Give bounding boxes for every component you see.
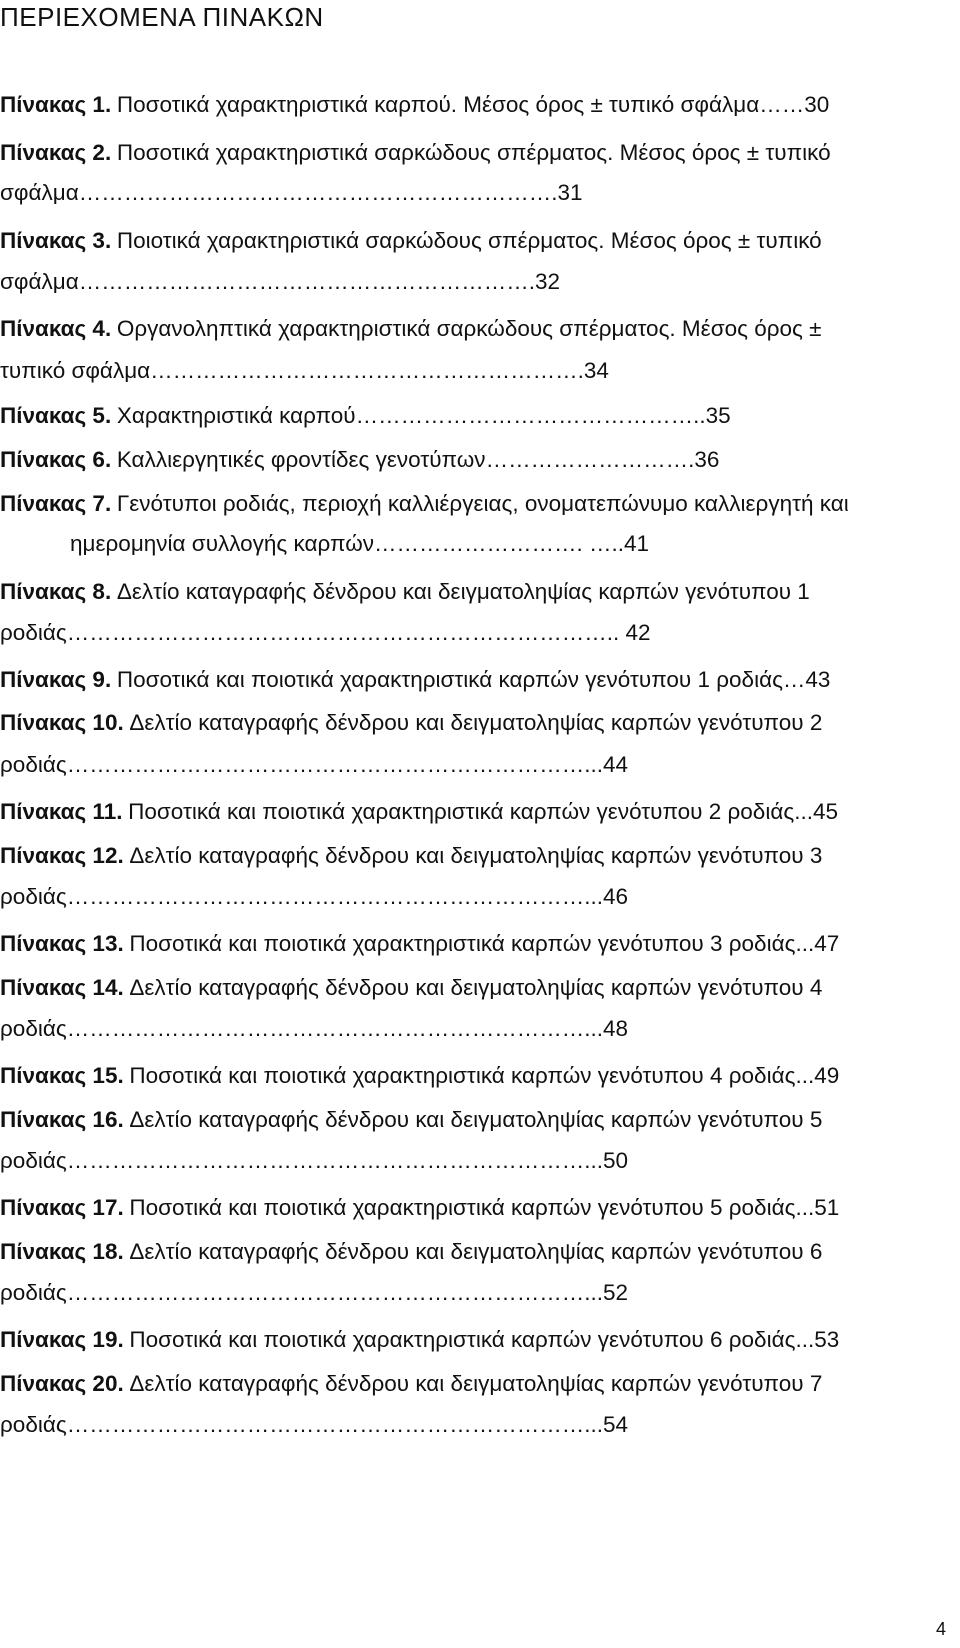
table-title-cont: σφάλμα bbox=[0, 180, 79, 205]
table-title: Δελτίο καταγραφής δένδρου και δειγματοληψίας καρπών γενότυπου 5 bbox=[129, 1107, 823, 1132]
page-ref: ……………………………………………………….31 bbox=[78, 180, 583, 205]
toc-entry-3 bbox=[0, 228, 822, 254]
toc-entry-4-cont bbox=[0, 358, 609, 384]
page-ref: ……………………………………………………………...44 bbox=[66, 752, 628, 777]
page-ref: ……………………………………………………………...48 bbox=[66, 1016, 628, 1041]
toc-entry-7-cont bbox=[70, 531, 649, 557]
toc-entry-11 bbox=[0, 799, 838, 825]
page-ref: ...51 bbox=[795, 1195, 840, 1220]
table-title-cont: σφάλμα bbox=[0, 269, 79, 294]
toc-entry-12 bbox=[0, 843, 822, 869]
page-ref: ……………………………………………………………...46 bbox=[66, 884, 628, 909]
table-label: Πίνακας 12. bbox=[0, 843, 124, 868]
page-ref: ……30 bbox=[759, 92, 830, 117]
table-title-cont: ροδιάς bbox=[0, 1016, 67, 1041]
table-label: Πίνακας 11. bbox=[0, 799, 123, 824]
toc-entry-10-cont bbox=[0, 752, 628, 778]
toc-entry-4 bbox=[0, 316, 821, 342]
toc-entry-9 bbox=[0, 667, 830, 693]
table-title-cont: ροδιάς bbox=[0, 1280, 67, 1305]
table-title: Καλλιεργητικές φροντίδες γενοτύπων bbox=[116, 447, 486, 472]
table-title: Δελτίο καταγραφής δένδρου και δειγματοληψίας καρπών γενότυπου 6 bbox=[129, 1239, 823, 1264]
toc-entry-3-cont bbox=[0, 269, 560, 295]
table-label: Πίνακας 1. bbox=[0, 92, 112, 117]
table-title: Δελτίο καταγραφής δένδρου και δειγματοληψίας καρπών γενότυπου 4 bbox=[129, 975, 823, 1000]
table-title-cont: ημερομηνία συλλογής καρπών bbox=[70, 531, 375, 556]
table-label: Πίνακας 2. bbox=[0, 140, 112, 165]
toc-entry-8-cont bbox=[0, 620, 650, 646]
table-title-cont: ροδιάς bbox=[0, 884, 67, 909]
page-ref: ………………………………………..35 bbox=[355, 403, 731, 428]
table-label: Πίνακας 18. bbox=[0, 1239, 124, 1264]
table-title-cont: τυπικό σφάλμα bbox=[0, 358, 151, 383]
table-label: Πίνακας 15. bbox=[0, 1063, 124, 1088]
toc-entry-18-cont bbox=[0, 1280, 628, 1306]
toc-entry-18 bbox=[0, 1239, 822, 1265]
page-ref: ………………………. …..41 bbox=[374, 531, 650, 556]
toc-entry-16-cont bbox=[0, 1148, 628, 1174]
table-label: Πίνακας 5. bbox=[0, 403, 112, 428]
page-ref: ...45 bbox=[794, 799, 838, 824]
table-label: Πίνακας 6. bbox=[0, 447, 112, 472]
page-ref: ……………………………………………………………….. 42 bbox=[66, 620, 651, 645]
toc-entry-5 bbox=[0, 403, 731, 429]
table-title-cont: ροδιάς bbox=[0, 1412, 67, 1437]
toc-entry-2 bbox=[0, 140, 831, 166]
toc-entry-14 bbox=[0, 975, 822, 1001]
page-ref: ...53 bbox=[795, 1327, 840, 1352]
table-title: Χαρακτηριστικά καρπού bbox=[116, 403, 356, 428]
page-title: ΠΕΡΙΕΧΟΜΕΝΑ ΠΙΝΑΚΩΝ bbox=[0, 2, 324, 32]
table-label: Πίνακας 20. bbox=[0, 1371, 124, 1396]
table-label: Πίνακας 14. bbox=[0, 975, 124, 1000]
table-label: Πίνακας 9. bbox=[0, 667, 112, 692]
page-ref: ...47 bbox=[795, 931, 840, 956]
toc-entry-17 bbox=[0, 1195, 839, 1221]
table-title: Γενότυποι ροδιάς, περιοχή καλλιέργειας, ονοματεπώνυμο καλλιεργητή και bbox=[116, 491, 849, 516]
table-title: Δελτίο καταγραφής δένδρου και δειγματοληψίας καρπών γενότυπου 7 bbox=[129, 1371, 823, 1396]
table-title: Ποσοτικά και ποιοτικά χαρακτηριστικά καρπών γενότυπου 2 ροδιάς bbox=[128, 799, 795, 824]
table-title: Ποσοτικά και ποιοτικά χαρακτηριστικά καρπών γενότυπου 4 ροδιάς bbox=[129, 1063, 796, 1088]
table-title: Ποσοτικά χαρακτηριστικά καρπού. Μέσος όρος ± τυπικό σφάλμα bbox=[116, 92, 760, 117]
page-ref: ...49 bbox=[795, 1063, 840, 1088]
table-label: Πίνακας 17. bbox=[0, 1195, 124, 1220]
page-ref: …43 bbox=[782, 667, 831, 692]
toc-entry-14-cont bbox=[0, 1016, 628, 1042]
toc-entry-15 bbox=[0, 1063, 839, 1089]
table-label: Πίνακας 8. bbox=[0, 579, 112, 604]
table-title-cont: ροδιάς bbox=[0, 752, 67, 777]
table-title: Δελτίο καταγραφής δένδρου και δειγματοληψίας καρπών γενότυπου 2 bbox=[129, 710, 823, 735]
toc-entry-20-cont bbox=[0, 1412, 628, 1438]
page-ref: ……………………………………………………………...54 bbox=[66, 1412, 628, 1437]
table-label: Πίνακας 4. bbox=[0, 316, 112, 341]
toc-entry-16 bbox=[0, 1107, 822, 1133]
table-title-cont: ροδιάς bbox=[0, 1148, 67, 1173]
toc-entry-19 bbox=[0, 1327, 839, 1353]
table-title: Δελτίο καταγραφής δένδρου και δειγματοληψίας καρπών γενότυπου 1 bbox=[116, 579, 810, 604]
table-title: Ποσοτικά και ποιοτικά χαρακτηριστικά καρπών γενότυπου 5 ροδιάς bbox=[129, 1195, 796, 1220]
toc-entry-1 bbox=[0, 92, 829, 118]
toc-entry-8 bbox=[0, 579, 810, 605]
toc-entry-10 bbox=[0, 710, 822, 736]
page-ref: ……………………………………………………………...50 bbox=[66, 1148, 628, 1173]
table-label: Πίνακας 7. bbox=[0, 491, 112, 516]
toc-entry-2-cont bbox=[0, 180, 583, 206]
toc-entry-13 bbox=[0, 931, 839, 957]
page-ref: …………………………………………………….32 bbox=[78, 269, 560, 294]
table-title: Ποσοτικά και ποιοτικά χαρακτηριστικά καρπών γενότυπου 1 ροδιάς bbox=[116, 667, 783, 692]
toc-entry-12-cont bbox=[0, 884, 628, 910]
table-label: Πίνακας 3. bbox=[0, 228, 112, 253]
toc-entry-20 bbox=[0, 1371, 822, 1397]
table-title: Οργανοληπτικά χαρακτηριστικά σαρκώδους σπέρματος. Μέσος όρος ± bbox=[116, 316, 822, 341]
page-ref: ………………………………………………….34 bbox=[150, 358, 609, 383]
table-label: Πίνακας 19. bbox=[0, 1327, 124, 1352]
toc-entry-6 bbox=[0, 447, 719, 473]
page-ref: ……………………………………………………………...52 bbox=[66, 1280, 628, 1305]
table-title: Ποσοτικά και ποιοτικά χαρακτηριστικά καρπών γενότυπου 6 ροδιάς bbox=[129, 1327, 796, 1352]
table-title: Δελτίο καταγραφής δένδρου και δειγματοληψίας καρπών γενότυπου 3 bbox=[129, 843, 823, 868]
table-title: Ποσοτικά χαρακτηριστικά σαρκώδους σπέρματος. Μέσος όρος ± τυπικό bbox=[116, 140, 831, 165]
table-title: Ποιοτικά χαρακτηριστικά σαρκώδους σπέρματος. Μέσος όρος ± τυπικό bbox=[116, 228, 822, 253]
toc-entry-7 bbox=[0, 491, 849, 517]
page-number: 4 bbox=[935, 1619, 946, 1639]
table-label: Πίνακας 13. bbox=[0, 931, 124, 956]
table-label: Πίνακας 10. bbox=[0, 710, 124, 735]
page-ref: ……………………….36 bbox=[485, 447, 720, 472]
table-title-cont: ροδιάς bbox=[0, 620, 67, 645]
table-title: Ποσοτικά και ποιοτικά χαρακτηριστικά καρπών γενότυπου 3 ροδιάς bbox=[129, 931, 796, 956]
table-label: Πίνακας 16. bbox=[0, 1107, 124, 1132]
